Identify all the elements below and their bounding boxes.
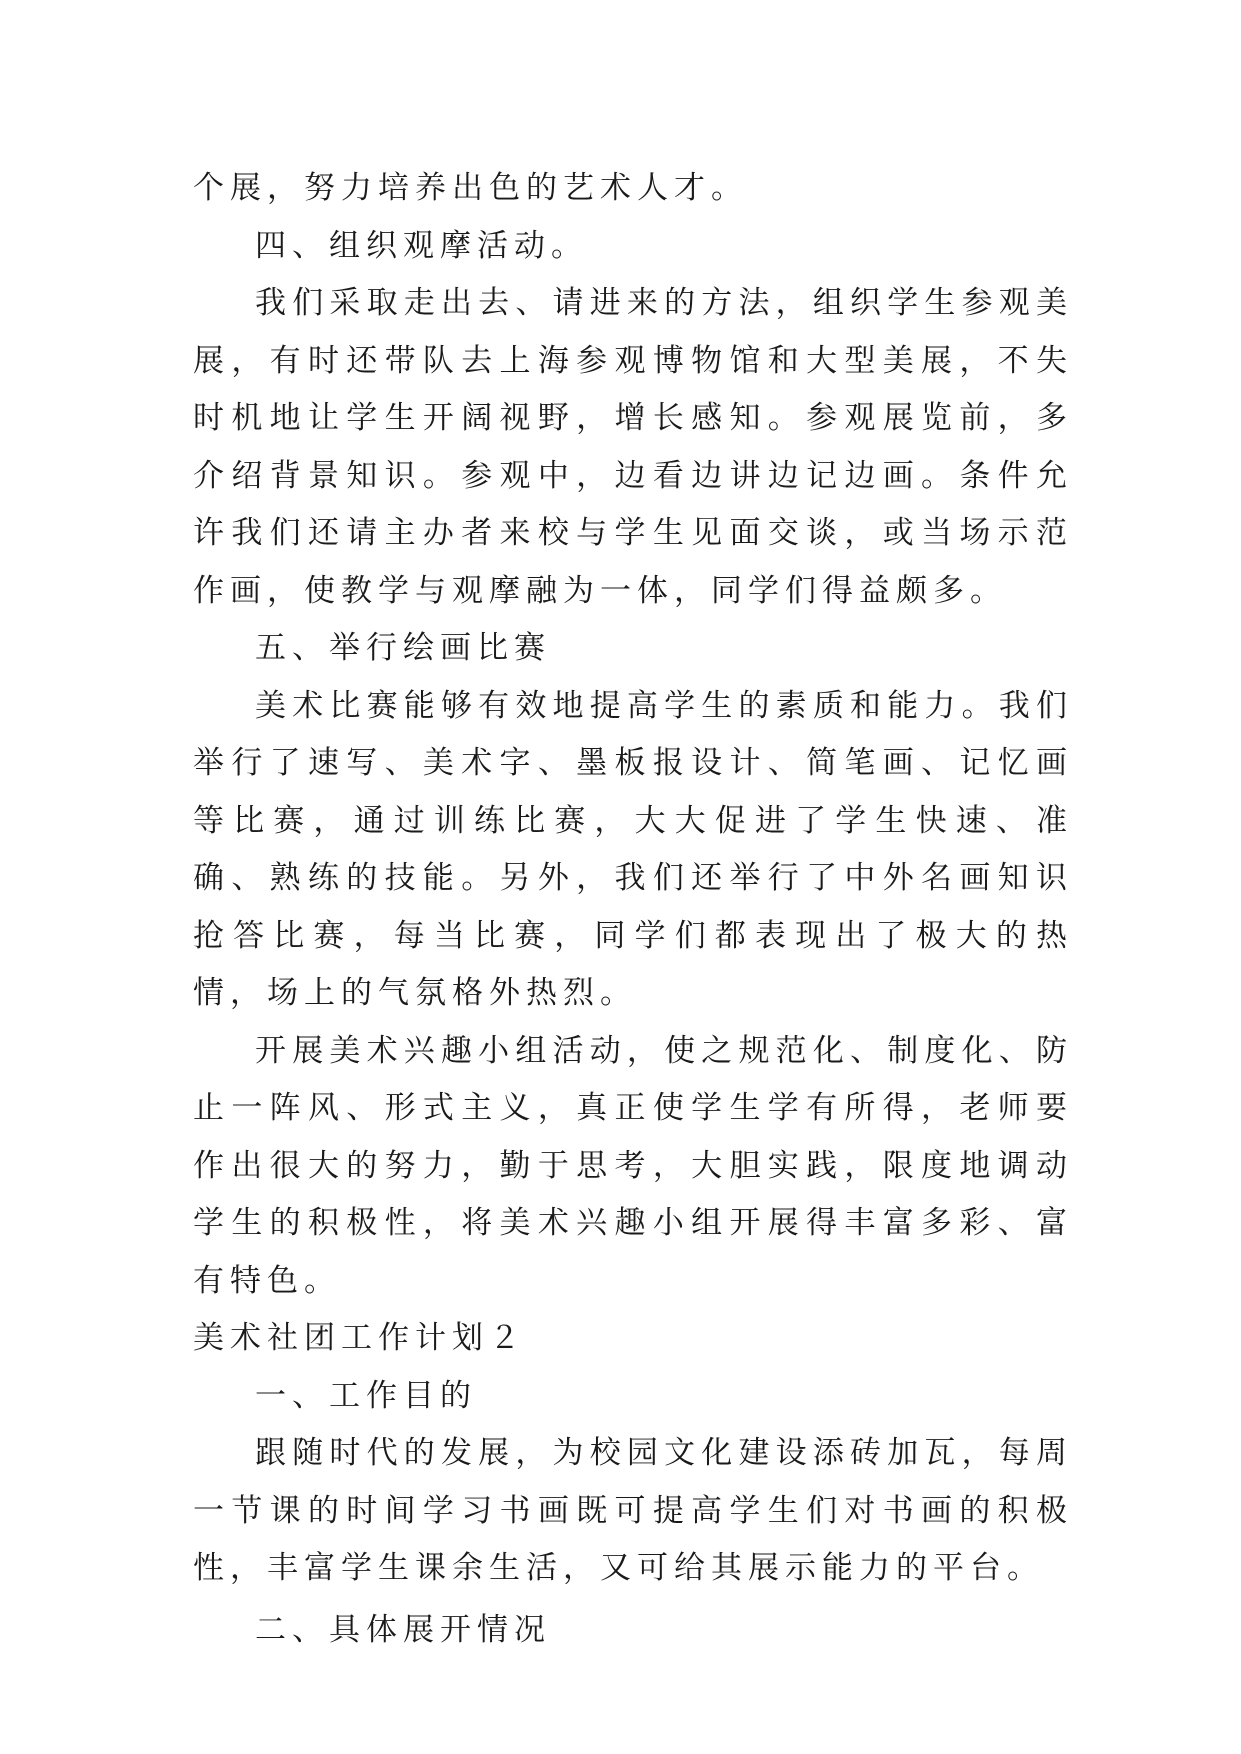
heading-work-purpose: 一、工作目的 [255,1377,477,1414]
heading-implementation: 二、具体展开情况 [255,1611,551,1648]
paragraph-competition: 美术比赛能够有效地提高学生的素质和能力。我们举行了速写、美术字、墨板报设计、简笔画、记忆画等比赛，通过训练比赛，大大促进了学生快速、准确、熟练的技能。另外，我们还举行了中外名画知识抢答比赛，每当比赛，同学们都表现出了极大的热情，场上的气氛格外热烈。 [193,687,1073,1011]
heading-painting-competition: 五、举行绘画比赛 [255,630,551,666]
paragraph-purpose: 跟随时代的发展，为校园文化建设添砖加瓦，每周一节课的时间学习书画既可提高学生们对书画的积极性，丰富学生课余生活，又可给其展示能力的平台。 [193,1435,1073,1586]
heading-organize-observation: 四、组织观摩活动。 [255,227,588,264]
section-title: 美术社团工作计划２ [193,1320,526,1356]
paragraph-observation: 我们采取走出去、请进来的方法，组织学生参观美展，有时还带队去上海参观博物馆和大型美展，不失时机地让学生开阔视野，增长感知。参观展览前，多介绍背景知识。参观中，边看边讲边记边画。条件允许我们还请主办者来校与学生见面交谈，或当场示范作画，使教学与观摩融为一体，同学们得益颇多。 [193,285,1073,609]
paragraph-conclusion: 开展美术兴趣小组活动，使之规范化、制度化、防止一阵风、形式主义，真正使学生学有所得，老师要作出很大的努力，勤于思考，大胆实践，限度地调动学生的积极性，将美术兴趣小组开展得丰富多彩、富有特色。 [193,1032,1073,1299]
continued-paragraph: 个展，努力培养出色的艺术人才。 [193,170,748,206]
document-body [193,160,1073,1659]
